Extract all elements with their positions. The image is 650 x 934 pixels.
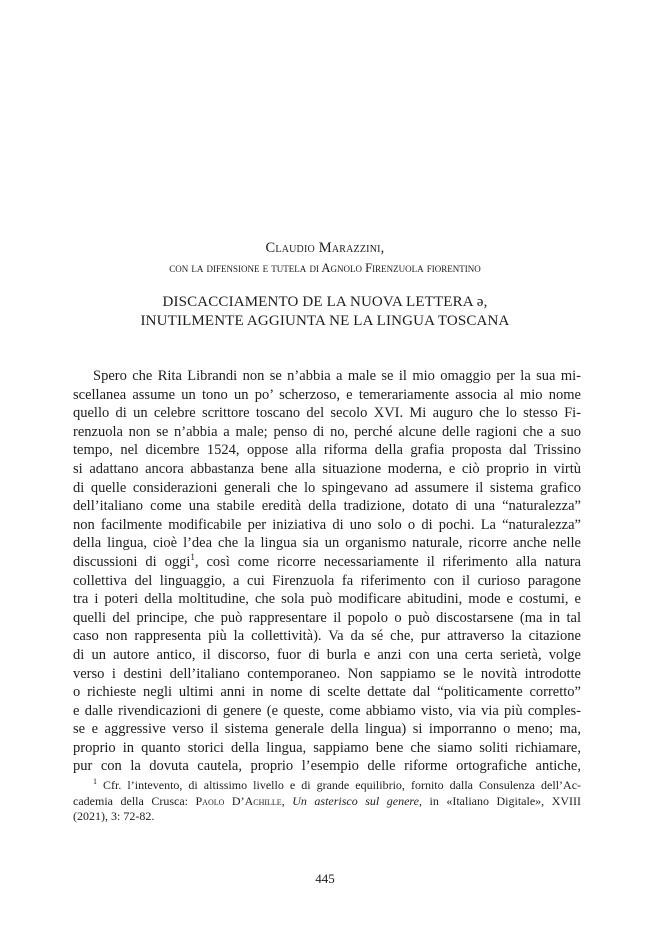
body-line: quello di un celebre scrittore toscano del secolo XVI. Mi auguro che lo stesso Fi-	[73, 405, 581, 422]
footnote-reference[interactable]: 1	[190, 552, 195, 563]
body-line: verso i destini dell’italiano contemporaneo. Non sappiamo se le novità introdotte	[73, 665, 581, 682]
body-line: si adattano ancora abbastanza bene alla situazione moderna, e ciò proprio in virtù	[73, 460, 581, 477]
author-subtitle: con la difensione e tutela di Agnolo Firenzuola fiorentino	[169, 261, 481, 275]
footnote-text: Cfr. l’intevento, di altissimo livello e di grande equilibrio, fornito dalla Consulenza dell’Ac-	[103, 778, 581, 792]
article-title	[0, 293, 650, 331]
body-line: e dalle rivendicazioni di genere (e queste, come abbiamo visto, via via più comples-	[73, 702, 581, 719]
cited-work-title: Un asterisco sul genere	[292, 793, 419, 808]
body-line: o richieste negli ultimi anni in nome di scelte dettate dal “politicamente corretto”	[73, 684, 581, 701]
body-line: se e aggressive verso il sistema generale della lingua) si imporranno o meno; ma,	[73, 721, 581, 738]
body-line: caso non rappresenta più la collettività). Va da sé che, pur attraverso la citazione	[73, 628, 581, 645]
body-line: di un autore antico, il discorso, fuor di burla e anzi con una certa serietà, volge	[73, 646, 581, 663]
page-number: 445	[315, 871, 335, 886]
body-line: di quelle considerazioni generali che lo spingevano ad assumere il sistema grafico	[73, 479, 581, 496]
body-line: tra i poteri della moltitudine, che sola può modificare abitudini, mode e costumi, e	[73, 591, 581, 608]
body-line: quelli del principe, che può rappresentare il popolo o può discostarsene (ma in tal	[73, 609, 581, 626]
body-line: collettiva del linguaggio, a cui Firenzuola fa riferimento con il curioso paragone	[73, 572, 581, 589]
body-line: pur con la dovuta cautela, proprio l’esempio delle riforme ortografiche antiche,	[73, 758, 581, 775]
body-line: proprio in quanto storici della lingua, sappiamo bene che siamo soliti richiamare,	[73, 739, 581, 756]
cited-author: Paolo D’Achille	[195, 793, 282, 808]
body-line: renzuola non se n’abbia a male; penso di no, perché alcune delle ragioni che a suo	[73, 423, 581, 440]
footnote-line	[73, 794, 581, 810]
footnote-text: , in «Italiano Digitale», XVIII	[418, 793, 581, 808]
body-line-part: , così come ricorre necessariamente il riferimento alla natura	[194, 553, 581, 570]
body-paragraph	[73, 367, 581, 776]
body-line: tempo, nel dicembre 1524, oppose alla riforma della grafia proposta dal Trissino	[73, 442, 581, 459]
author-name: Claudio Marazzini,	[265, 240, 385, 256]
footnote-line	[73, 778, 581, 794]
footnote-text: ,	[281, 793, 293, 808]
footnote-marker: 1	[93, 778, 97, 786]
title-line-1: DISCACCIAMENTO DE LA NUOVA LETTERA ə,	[162, 294, 488, 310]
footnote	[73, 778, 581, 825]
body-line: dell’italiano come una stabile eredità della tradizione, dotato di una “naturalezza”	[73, 498, 581, 515]
title-line-2: INUTILMENTE AGGIUNTA NE LA LINGUA TOSCANA	[140, 313, 510, 329]
footnote-text: cademia della Crusca:	[73, 793, 196, 808]
body-line-part: discussioni di oggi	[73, 553, 191, 570]
body-line: scellanea assume un tono un po’ scherzoso, e temerariamente associa al mio nome	[73, 386, 581, 403]
body-line: non facilmente modificabile per iniziativa di uno solo o di pochi. La “naturalezza”	[73, 516, 581, 533]
body-line: Spero che Rita Librandi non se n’abbia a male se il mio omaggio per la sua mi-	[93, 368, 581, 384]
footnote-line: (2021), 3: 72-82.	[73, 809, 155, 823]
body-line-with-footnote	[73, 553, 581, 572]
body-line: della lingua, cioè l’dea che la lingua sia un organismo naturale, ricorre anche nelle	[73, 535, 581, 552]
